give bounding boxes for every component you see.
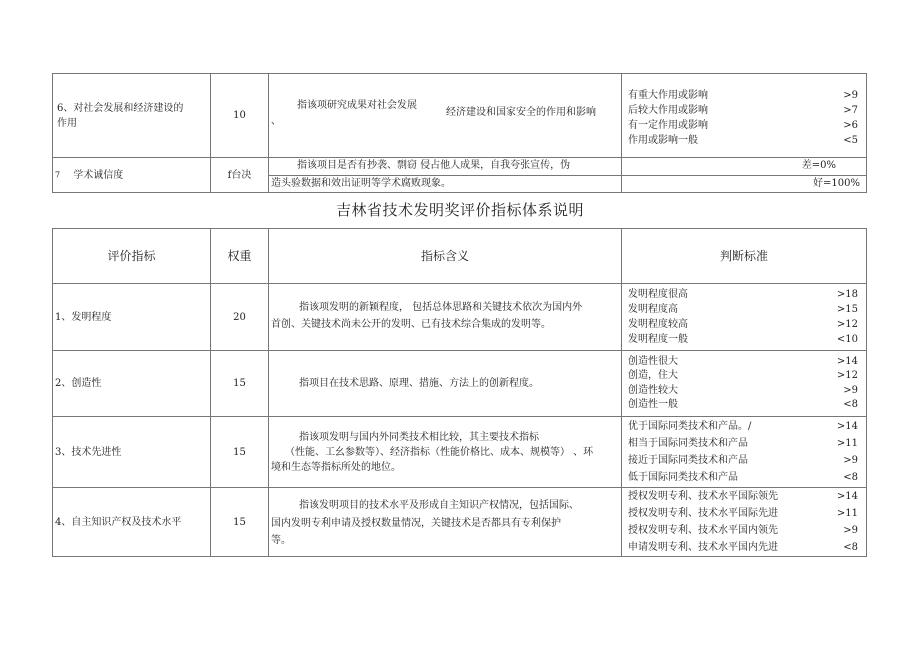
criterion: 创造性很大 >14 xyxy=(628,355,858,367)
criterion: 相当于国际同类技术和产品 >11 xyxy=(628,438,858,449)
criteria-cell xyxy=(622,351,867,417)
column-header: 权重 xyxy=(211,229,269,284)
meaning-cell xyxy=(269,74,622,158)
table-row xyxy=(53,74,867,158)
criterion: 低于国际同类技术和产品 <8 xyxy=(628,472,858,483)
criterion: 有一定作用或影响 >6 xyxy=(628,119,858,131)
criteria-cell xyxy=(622,488,867,557)
criteria-cell xyxy=(622,158,867,193)
meaning-cell xyxy=(269,488,622,557)
indicator-label: 6、对社会发展和经济建设的作用 xyxy=(57,102,184,129)
weight-cell: 15 xyxy=(211,417,269,488)
meaning-line: 指该项发明与国内外同类技术相比较，其主要技术指标 xyxy=(299,431,539,443)
indicator-prefix: 7 xyxy=(55,170,61,179)
meaning-line: 境和生态等指标所处的地位。 xyxy=(271,461,401,473)
meaning-line: 指该项目是否有抄袭、剽窃 侵占他人成果，自我夸张宣传，伪 xyxy=(269,158,621,176)
criterion: 好=100% xyxy=(813,178,860,189)
column-header: 指标含义 xyxy=(269,229,622,284)
meaning-line: 首创、关键技术尚未公开的发明、已有技术综合集成的发明等。 xyxy=(271,318,551,330)
criterion: 接近于国际同类技术和产品 >9 xyxy=(628,455,858,466)
indicator-cell xyxy=(53,74,211,158)
criteria-cell xyxy=(622,74,867,158)
criteria-list xyxy=(628,84,860,148)
criterion: 创造性一般 <8 xyxy=(628,399,858,410)
criterion: 后较大作用或影响 >7 xyxy=(628,104,858,116)
criterion: 作用或影响一般 <5 xyxy=(628,134,858,146)
column-header: 判断标准 xyxy=(622,229,867,284)
indicator-cell: 3、技术先进性 xyxy=(53,417,211,488)
criterion: 创造性较大 >9 xyxy=(628,384,858,396)
criterion: 发明程度高 >15 xyxy=(628,304,858,315)
meaning-line: 造头验数据和效出证明等学术腐败现象。 xyxy=(271,178,451,189)
criterion: 优于国际同类技术和产品。/ >14 xyxy=(628,421,858,432)
evaluation-table xyxy=(52,228,867,557)
criterion: 有重大作用或影响 >9 xyxy=(628,89,858,101)
indicator-cell: 4、自主知识产权及技术水平 xyxy=(53,488,211,557)
meaning-cell xyxy=(269,284,622,351)
meaning-mark: 、 xyxy=(271,115,281,127)
criterion: 发明程度很高 >18 xyxy=(628,289,858,300)
table-row xyxy=(53,417,867,488)
indicator-cell: 1、发明程度 xyxy=(53,284,211,351)
meaning-line: 指项目在技术思路、原理、措施、方法上的创新程度。 xyxy=(299,378,539,389)
criteria-cell xyxy=(622,284,867,351)
weight-cell: 10 xyxy=(211,74,269,158)
criterion: 差=0% xyxy=(622,158,866,176)
table-row xyxy=(53,351,867,417)
criteria-cell xyxy=(622,417,867,488)
table-row xyxy=(53,158,867,193)
table-header-row xyxy=(53,229,867,284)
criterion: 授权发明专利、技术水平国内领先 >9 xyxy=(628,525,858,536)
weight-cell: 15 xyxy=(211,488,269,557)
weight-cell: 20 xyxy=(211,284,269,351)
meaning-line: 指该项发明的新颖程度， 包括总体思路和关键技术依次为国内外 xyxy=(299,301,583,313)
indicator-cell xyxy=(53,158,211,193)
meaning-cell xyxy=(269,417,622,488)
table-row xyxy=(53,284,867,351)
criterion: 申请发明专利、技术水平国内先进 <8 xyxy=(628,542,858,553)
indicator-label: 学术诚信度 xyxy=(73,169,124,181)
meaning-line: 指该发明项目的技术水平及形成自主知识产权情况，包括国际、 xyxy=(299,499,579,511)
meaning-cell xyxy=(269,351,622,417)
meaning-part-a: 指该项研究成果对社会发展 xyxy=(297,99,417,111)
weight-cell: f台决 xyxy=(211,158,269,193)
continuation-table xyxy=(52,73,867,193)
table-row xyxy=(53,488,867,557)
meaning-line: 等。 xyxy=(271,534,291,546)
criterion: 创造，住大 >12 xyxy=(628,370,858,381)
meaning-line: （性能、工幺参数等）、经济指标（性能价格比、成本、规模等） 、环 xyxy=(285,446,594,458)
criterion: 发明程度一般 <10 xyxy=(628,334,858,345)
page-title: 吉林省技术发明奖评价指标体系说明 xyxy=(335,201,584,219)
meaning-cell xyxy=(269,158,622,193)
criterion: 发明程度较高 >12 xyxy=(628,319,858,330)
weight-cell: 15 xyxy=(211,351,269,417)
column-header: 评价指标 xyxy=(53,229,211,284)
criterion: 授权发明专利、技术水平国际先进 >11 xyxy=(628,508,858,519)
criterion: 授权发明专利、技术水平国际领先 >14 xyxy=(628,491,858,502)
meaning-part-b: 经济建设和国家安全的作用和影响 xyxy=(446,106,596,118)
indicator-cell: 2、创造性 xyxy=(53,351,211,417)
meaning-line: 国内发明专利申请及授权数量情况，关键技术是否都具有专利保护 xyxy=(271,517,561,529)
